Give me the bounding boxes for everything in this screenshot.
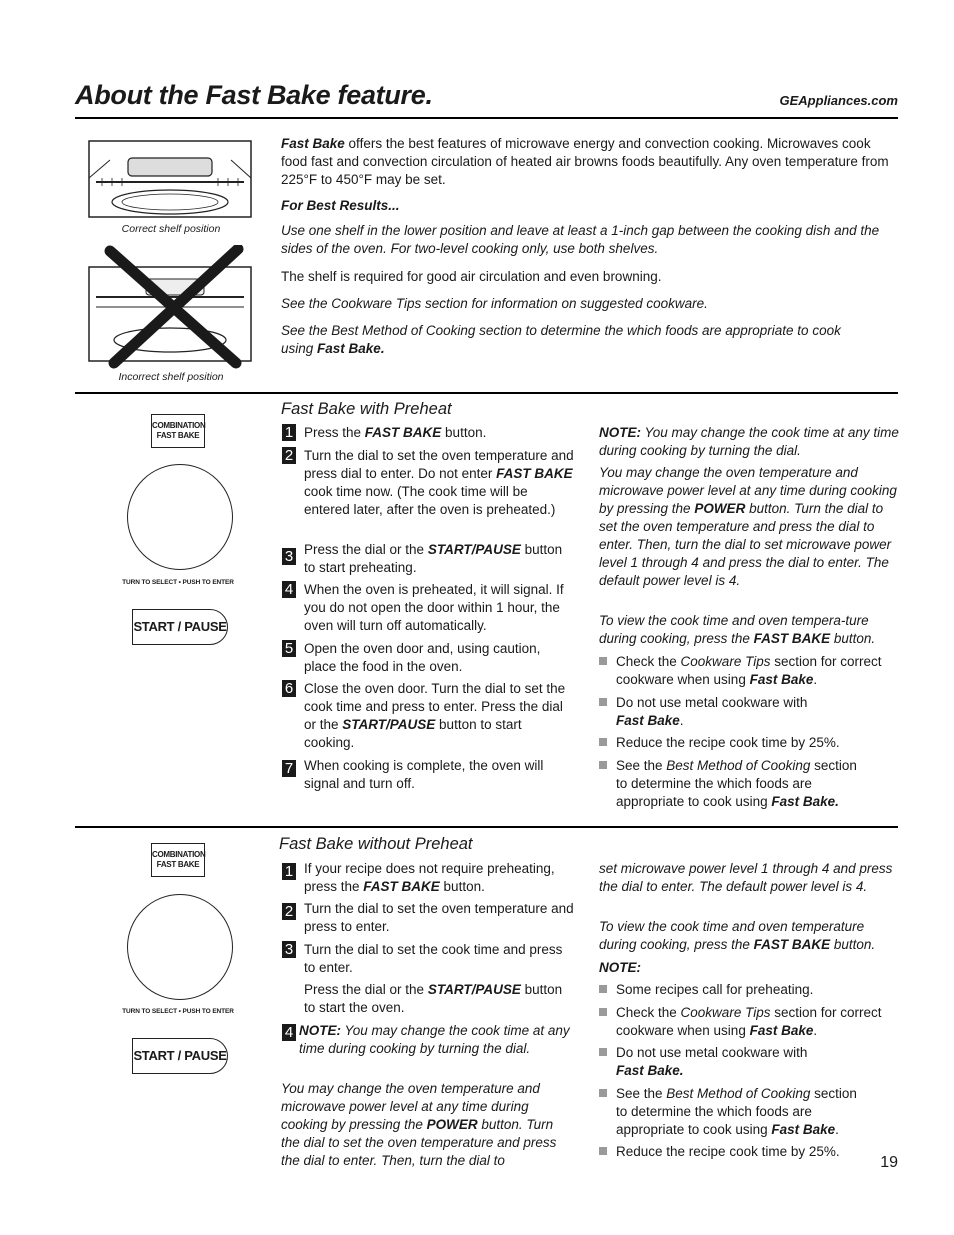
intro-p3: See the Cookware Tips section for information on suggested cookware. (281, 296, 708, 311)
section-rule-1 (75, 392, 898, 394)
page-number: 19 (880, 1154, 898, 1171)
intro-p4 (281, 322, 871, 358)
wp-step-1: 1 Press the FAST BAKE button. (282, 424, 574, 442)
wp-bullet-1: Check the Cookware Tips section for correct cookware when using Fast Bake. (599, 653, 899, 689)
site-url: GEAppliances.com (779, 93, 898, 108)
with-preheat-heading: Fast Bake with Preheat (281, 400, 452, 418)
wp-step-6: 6 Close the oven door. Turn the dial to set the cook time and press to enter. Press the dial or the START/PAUSE button to start cooking. (282, 680, 574, 752)
np-bullet-5: Reduce the recipe cook time by 25%. (599, 1143, 899, 1161)
np-step-4: 4 NOTE: You may change the cook time at any time during cooking by turning the dial. (282, 1022, 574, 1058)
without-preheat-heading: Fast Bake without Preheat (279, 835, 473, 853)
incorrect-shelf-illustration (88, 245, 253, 370)
wp-bullet-2: Do not use metal cookware with Fast Bake. (599, 694, 899, 730)
combination-fast-bake-button[interactable] (151, 414, 205, 448)
wp-note2: You may change the oven temperature and microwave power level at any time during cooking by pressing the POWER button. Turn the dial to set the oven temperature and press the dial to enter. Then, turn the dial to set microwave power level 1 through 4 and press the dial to enter. The default power level is 4. (599, 465, 897, 588)
page-title: About the Fast Bake feature. (75, 80, 433, 110)
step-number: 7 (282, 760, 296, 777)
step-number: 5 (282, 640, 296, 657)
combo-line2: FAST BAKE (156, 431, 200, 440)
header-rule (75, 117, 898, 119)
wp-note3: To view the cook time and oven tempera-ture during cooking, press the FAST BAKE button. (599, 613, 876, 646)
best-results-heading: For Best Results... (281, 198, 400, 213)
step-number: 1 (282, 863, 296, 880)
correct-shelf-illustration (88, 140, 253, 222)
intro-p2: The shelf is required for good air circulation and even browning. (281, 269, 662, 284)
section-rule-2 (75, 826, 898, 828)
wp-bullet-4: See the Best Method of Cooking section to determine the which foods are appropriate to cook using Fast Bake. (599, 757, 859, 811)
intro-p4-bold: Fast Bake. (317, 341, 385, 356)
np-bullet-2: Check the Cookware Tips section for correct cookware when using Fast Bake. (599, 1004, 899, 1040)
step-number: 6 (282, 680, 296, 697)
wp-bullet-3: Reduce the recipe cook time by 25%. (599, 734, 899, 752)
wp-step-5: 5 Open the oven door and, using caution, place the food in the oven. (282, 640, 574, 676)
intro-p1: Use one shelf in the lower position and leave at least a 1-inch gap between the cooking dish and the sides of the oven. For two-level cooking only, use both shelves. (281, 223, 880, 256)
np-step-extra: Press the dial or the START/PAUSE button to start the oven. (304, 982, 563, 1015)
wp-step-2: 2 Turn the dial to set the oven temperature and press dial to enter. Do not enter FAST BAKE cook time now. (The cook time will be entered later, after the oven is preheated.) (282, 447, 574, 519)
step-number: 4 (282, 581, 296, 598)
np-right-note-label: NOTE: (599, 960, 641, 975)
step-number: 1 (282, 424, 296, 441)
caption-correct: Correct shelf position (121, 223, 221, 235)
step-number: 4 (282, 1024, 296, 1041)
np-bullet-4: See the Best Method of Cooking section to determine the which foods are appropriate to cook using Fast Bake. (599, 1085, 859, 1139)
caption-incorrect: Incorrect shelf position (118, 371, 224, 383)
combination-fast-bake-button-2[interactable] (151, 843, 205, 877)
dial-caption: TURN TO SELECT • PUSH TO ENTER (122, 579, 234, 586)
np-bullet-1: Some recipes call for preheating. (599, 981, 899, 999)
step-number: 2 (282, 447, 296, 464)
step-number: 3 (282, 548, 296, 565)
intro-lead-bold: Fast Bake (281, 136, 345, 151)
step-number: 3 (282, 941, 296, 958)
wp-step-7: 7 When cooking is complete, the oven will signal and turn off. (282, 757, 574, 793)
wp-step-4: 4 When the oven is preheated, it will signal. If you do not open the door within 1 hour, the oven will turn off automatically. (282, 581, 574, 635)
combo-line1: COMBINATION (152, 421, 206, 430)
intro-paragraph (281, 135, 898, 189)
select-dial[interactable] (127, 464, 233, 570)
combo-line2: FAST BAKE (156, 860, 200, 869)
step-number: 2 (282, 903, 296, 920)
np-step-3: 3 Turn the dial to set the cook time and press to enter. (282, 941, 574, 977)
np-bullet-3: Do not use metal cookware with Fast Bake. (599, 1044, 899, 1080)
np-right-cont: set microwave power level 1 through 4 and press the dial to enter. The default power level is 4. (599, 861, 893, 894)
combo-line1: COMBINATION (152, 850, 206, 859)
intro-lead-rest: offers the best features of microwave energy and convection cooking. Microwaves cook food fast and convection circulation of heated air browns foods beautifully. Any oven temperature from 225°F to 450°F may be set. (281, 136, 889, 187)
start-pause-button[interactable]: START / PAUSE (132, 609, 228, 645)
wp-note: NOTE: You may change the cook time at any time during cooking by turning the dial. (599, 425, 899, 458)
np-left-note: You may change the oven temperature and microwave power level at any time during cooking by pressing the POWER button. Turn the dial to set the oven temperature and press the dial to enter. Then, turn the dial to (281, 1081, 557, 1168)
select-dial-2[interactable] (127, 894, 233, 1000)
np-step-1: 1 If your recipe does not require preheating, press the FAST BAKE button. (282, 860, 574, 896)
start-pause-button-2[interactable]: START / PAUSE (132, 1038, 228, 1074)
dial-caption-2: TURN TO SELECT • PUSH TO ENTER (122, 1008, 234, 1015)
np-right-view: To view the cook time and oven temperature during cooking, press the FAST BAKE button. (599, 919, 876, 952)
wp-step-3: 3 Press the dial or the START/PAUSE button to start preheating. (282, 541, 574, 577)
np-step-2: 2 Turn the dial to set the oven temperature and press to enter. (282, 900, 574, 936)
intro-p4-text: See the Best Method of Cooking section to determine the which foods are appropriate to cook using (281, 323, 841, 356)
